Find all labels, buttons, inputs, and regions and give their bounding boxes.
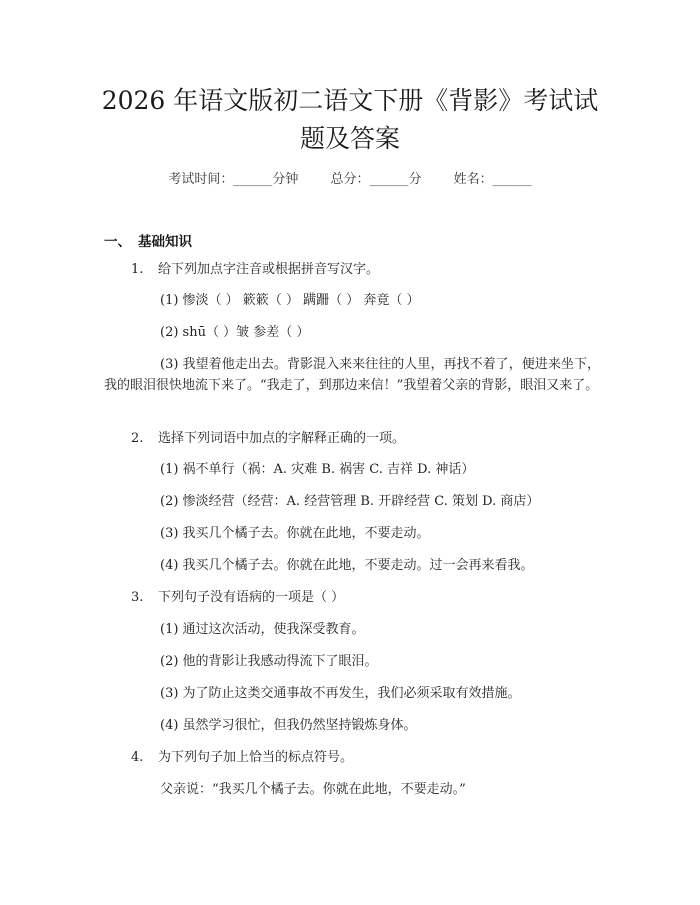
question-2-item-2: (2) 惨淡经营（经营：A. 经营管理 B. 开辟经营 C. 策划 D. 商店） — [160, 494, 540, 509]
question-1-item-3: (3) 我望着他走出去。背影混入来来往往的人里，再找不着了，便进来坐下，我的眼泪很快地流下来了。“我走了，到那边来信！”我望着父亲的背影，眼泪又来了。 — [104, 357, 600, 393]
title-line-2: 题及答案 — [299, 124, 400, 153]
question-4-item-1: 父亲说：“我买几个橘子去。你就在此地，不要走动。” — [160, 782, 466, 797]
question-2-item-3: (3) 我买几个橘子去。你就在此地，不要走动。 — [160, 526, 430, 541]
question-2-item-1: (1) 祸不单行（祸：A. 灾难 B. 祸害 C. 吉祥 D. 神话） — [160, 462, 475, 477]
exam-time: 考试时间：______分钟 — [168, 172, 299, 187]
question-1-item-2: (2) shū（ ）皱 参差（ ） — [160, 325, 310, 340]
question-number: 2. — [131, 431, 144, 446]
question-2-item-4: (4) 我买几个橘子去。你就在此地，不要走动。过一会再来看我。 — [160, 558, 534, 573]
question-3-item-3: (3) 为了防止这类交通事故不再发生，我们必须采取有效措施。 — [160, 686, 521, 701]
page-title — [60, 82, 640, 158]
question-text: 给下列加点字注音或根据拼音写汉字。 — [158, 262, 380, 277]
question-3 — [131, 588, 344, 608]
question-3-item-4: (4) 虽然学习很忙，但我仍然坚持锻炼身体。 — [160, 718, 417, 733]
question-1 — [131, 260, 379, 280]
title-line-1: 2026 年语文版初二语文下册《背影》考试试 — [101, 86, 599, 115]
question-2 — [131, 429, 405, 449]
question-number: 3. — [131, 590, 144, 605]
question-text: 选择下列词语中加点的字解释正确的一项。 — [158, 431, 406, 446]
section-number: 一、 — [104, 234, 131, 250]
question-text: 为下列句子加上恰当的标点符号。 — [158, 750, 354, 765]
question-number: 1. — [131, 262, 144, 277]
question-text: 下列句子没有语病的一项是（ ） — [158, 590, 345, 605]
question-3-item-2: (2) 他的背影让我感动得流下了眼泪。 — [160, 654, 378, 669]
question-3-item-1: (1) 通过这次活动，使我深受教育。 — [160, 622, 365, 637]
question-number: 4. — [131, 750, 144, 765]
student-name: 姓名：______ — [453, 172, 532, 187]
section-title-text: 基础知识 — [138, 234, 192, 250]
exam-meta — [0, 168, 700, 187]
question-1-item-1: (1) 惨淡（ ） 簌簌（ ） 蹒跚（ ） 奔竟（ ） — [160, 293, 420, 308]
section-heading — [104, 230, 192, 250]
exam-score: 总分：______分 — [330, 172, 422, 187]
question-4 — [131, 748, 353, 768]
